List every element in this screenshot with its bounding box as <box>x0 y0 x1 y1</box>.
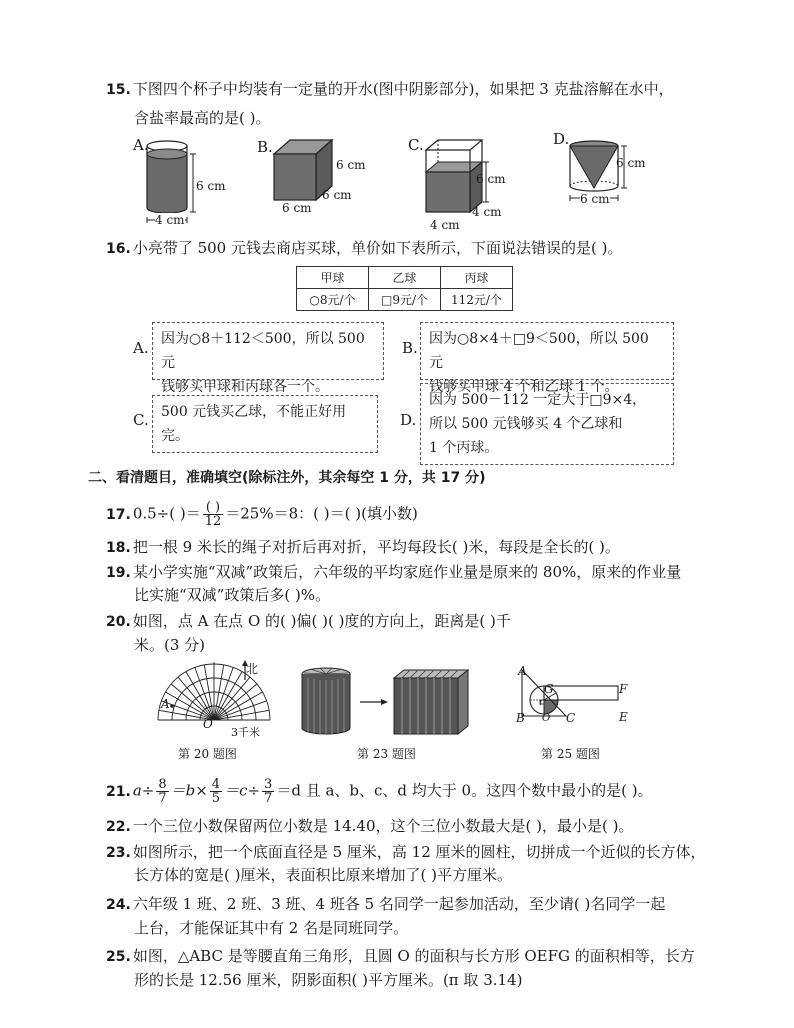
q23-line2: 长方体的宽是( )厘米，表面积比原来增加了( )平方厘米。 <box>134 866 512 884</box>
q25-line1 <box>106 945 695 968</box>
section-2-title: 二、看清题目，准确填空(除标注外，其余每空 1 分，共 17 分) <box>88 470 486 486</box>
q25-text1: 如图，△ABC 是等腰直角三角形，且圆 O 的面积与长方形 OEFG 的面积相等，长方 <box>132 947 695 965</box>
q21-fraction-2 <box>210 778 222 805</box>
q16-option-d-label: D. <box>400 411 417 429</box>
q16-line1 <box>106 237 622 260</box>
fig25-point-c: C <box>566 711 576 725</box>
q16-option-b-text2: 钱够买甲球 4 个和乙球 1 个。 <box>429 379 619 395</box>
fig23-cylinder-to-cuboid <box>298 664 478 742</box>
fig20-scale-label: 3千米 <box>231 726 260 739</box>
q16-option-d-text2: 所以 500 元钱够买 4 个乙球和 <box>429 416 623 432</box>
q16-option-b-label: B. <box>402 339 418 357</box>
price-table-cell: □9元/个 <box>369 289 441 311</box>
cup-d-diameter-label: 6 cm <box>580 192 610 206</box>
price-table-header-row <box>297 267 513 289</box>
q15-option-d: D. <box>553 130 570 148</box>
q16-option-d-box <box>420 383 674 465</box>
cup-a-diameter-label: 4 cm <box>155 213 185 227</box>
q16-number: 16. <box>106 241 131 257</box>
q21-f1-numerator: 8 <box>158 777 167 792</box>
fig25-point-o: O <box>542 713 551 724</box>
q16-option-a-text2: 钱够买甲球和丙球各一个。 <box>161 379 329 395</box>
q16-text1: 小亮带了 500 元钱去商店买球，单价如下表所示，下面说法错误的是( )。 <box>132 239 623 257</box>
q18-text: 把一根 9 米长的绳子对折后再对折，平均每段长( )米，每段是全长的( )。 <box>132 538 620 556</box>
q15-text1: 下图四个杯子中均装有一定量的开水(图中阴影部分)，如果把 3 克盐溶解在水中， <box>132 80 674 98</box>
q17-post: ＝25%＝8：( )＝( )(填小数) <box>225 504 418 523</box>
cup-b-width-label: 6 cm <box>282 201 312 215</box>
q21-f3-numerator: 3 <box>264 777 273 792</box>
price-table <box>296 266 513 311</box>
q19-line2: 比实施“双减”政策后多( )%。 <box>134 586 331 604</box>
q16-option-c-text1: 500 元钱买乙球，不能正好用 <box>161 404 347 420</box>
q18-number: 18. <box>106 540 131 556</box>
q21-line <box>106 778 653 805</box>
q18-line <box>106 536 620 559</box>
q20-number: 20. <box>106 614 131 630</box>
q21-fraction-1 <box>156 778 168 805</box>
q15-option-a: A. <box>133 136 149 154</box>
q21-f3-denominator: 7 <box>264 791 273 806</box>
fig25-caption: 第 25 题图 <box>541 747 600 761</box>
q21-f2-denominator: 5 <box>211 791 221 806</box>
fig25-geometry-figure <box>510 660 640 740</box>
q21-f1-denominator: 7 <box>158 791 167 806</box>
q23-line1 <box>106 841 706 864</box>
fig20-point-o-label: O <box>203 717 213 731</box>
q17-fraction-numerator: ( ) <box>203 501 224 515</box>
cup-c-height-label: 6 cm <box>476 172 506 186</box>
price-table-cell: 112元/个 <box>441 289 513 311</box>
q21-number: 21. <box>106 783 131 800</box>
fig20-point-a-label: A <box>161 697 170 711</box>
q22-text: 一个三位小数保留两位小数是 14.40，这个三位小数最大是( )，最小是( )。 <box>132 817 634 835</box>
cup-d-height-label: 6 cm <box>616 156 646 170</box>
cup-a-height-label: 6 cm <box>196 179 226 193</box>
q20-text1: 如图，点 A 在点 O 的( )偏( )( )度的方向上，距离是( )千 <box>132 612 511 630</box>
q25-number: 25. <box>106 949 131 965</box>
price-table-cell: ○8元/个 <box>297 289 369 311</box>
q19-number: 19. <box>106 565 131 581</box>
fig20-direction-chart <box>150 660 280 730</box>
fig20-caption: 第 20 题图 <box>178 747 237 761</box>
fig25-point-f: F <box>619 682 628 696</box>
q16-option-c-label: C. <box>133 411 149 429</box>
fig25-radius-r: r <box>539 697 544 708</box>
q16-option-d-text1: 因为 500－112 一定大于□9×4， <box>429 392 647 408</box>
q24-line2: 上台，才能保证其中有 2 名是同班同学。 <box>134 919 409 937</box>
q17-pre: 0.5÷( )＝ <box>132 504 201 523</box>
price-table-value-row <box>297 289 513 311</box>
price-table-header: 乙球 <box>369 267 441 289</box>
q17-line <box>106 501 418 528</box>
q24-text1: 六年级 1 班、2 班、3 班、4 班各 5 名同学一起参加活动，至少请( )名同学一起 <box>132 895 666 913</box>
cup-b-depth-label: 6 cm <box>322 188 352 202</box>
q21-post: ＝d 且 a、b、c、d 均大于 0。这四个数中最小的是( )。 <box>276 781 653 800</box>
fig25-point-b: B <box>516 711 525 725</box>
fig25-point-e: E <box>619 710 628 724</box>
q15-number: 15. <box>106 82 131 98</box>
q21-fraction-3 <box>262 778 274 805</box>
q16-option-a-box <box>152 322 384 395</box>
q16-option-d-text3: 1 个丙球。 <box>429 440 499 456</box>
fig25-point-a: A <box>518 664 527 678</box>
q23-text1: 如图所示，把一个底面直径是 5 厘米，高 12 厘米的圆柱，切拼成一个近似的长方体， <box>132 843 706 861</box>
fig25-point-g: G <box>544 682 554 696</box>
q21-mid2: ＝c÷ <box>224 781 261 800</box>
q23-number: 23. <box>106 845 131 861</box>
q24-line1 <box>106 893 665 916</box>
q17-number: 17. <box>106 506 131 523</box>
price-table-header: 甲球 <box>297 267 369 289</box>
q19-line1 <box>106 561 681 584</box>
q17-fraction <box>203 501 224 528</box>
q17-fraction-denominator: 12 <box>204 514 222 529</box>
q15-line2: 含盐率最高的是( )。 <box>134 109 271 127</box>
q21-mid1: ＝b× <box>170 781 208 800</box>
q20-line1 <box>106 610 511 633</box>
q21-f2-numerator: 4 <box>211 777 221 792</box>
q16-option-c-text2: 完。 <box>161 428 189 444</box>
q16-option-b-text1: 因为○8×4＋□9＜500，所以 500 元 <box>429 331 649 371</box>
q15-line1 <box>106 78 674 101</box>
price-table-header: 丙球 <box>441 267 513 289</box>
q16-option-b-box <box>420 322 674 395</box>
fig23-caption: 第 23 题图 <box>357 747 416 761</box>
q22-number: 22. <box>106 819 131 835</box>
q19-text1: 某小学实施“双减”政策后，六年级的平均家庭作业量是原来的 80%，原来的作业量 <box>132 563 682 581</box>
q15-option-b: B. <box>257 138 273 156</box>
q16-option-a-text1: 因为○8＋112＜500，所以 500 元 <box>161 331 365 371</box>
cup-c-depth-label: 4 cm <box>472 205 502 219</box>
q16-option-c-box <box>152 395 378 453</box>
q15-option-c: C. <box>408 136 424 154</box>
q16-option-a-label: A. <box>133 339 149 357</box>
cup-b-height-label: 6 cm <box>336 158 366 172</box>
q22-line <box>106 815 633 838</box>
q25-line2: 形的长是 12.56 厘米，阴影面积( )平方厘米。(π 取 3.14) <box>134 971 523 989</box>
cup-c-width-label: 4 cm <box>430 218 460 232</box>
fig20-north-label: 北 <box>246 662 259 676</box>
q24-number: 24. <box>106 897 131 913</box>
q21-text: a÷ <box>132 781 155 800</box>
q20-line2: 米。(3 分) <box>134 636 206 654</box>
